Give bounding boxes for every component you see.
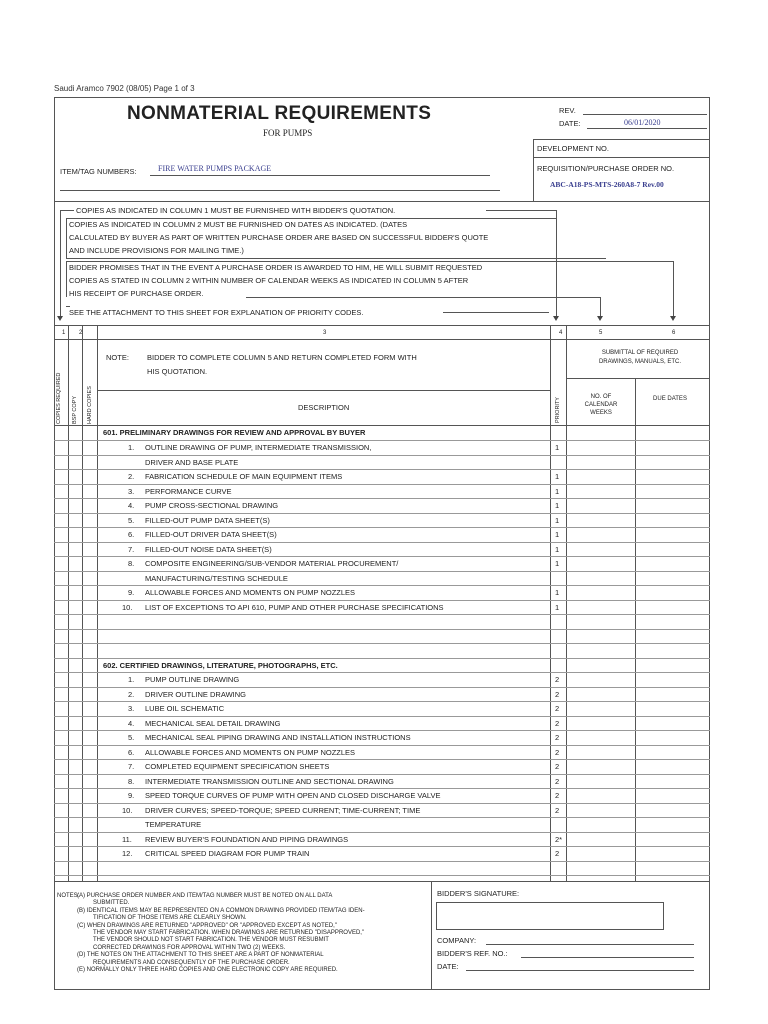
instruction-1: COPIES AS INDICATED IN COLUMN 1 MUST BE FURNISHED WITH BIDDER'S QUOTATION.: [76, 206, 396, 215]
s601-item-number: 1.: [128, 443, 135, 452]
s602-item-number: 11.: [122, 834, 132, 844]
s602-item-text: LUBE OIL SCHEMATIC: [145, 704, 225, 713]
priority-header: PRIORITY: [555, 397, 561, 423]
col-4-number: 4: [559, 330, 563, 336]
note-text-2: HIS QUOTATION.: [147, 367, 208, 376]
s601-item-priority: 1: [555, 472, 560, 481]
col-num-top: [54, 325, 710, 326]
bracket-4r: [443, 312, 549, 313]
notes-label: NOTES:: [57, 893, 80, 899]
s602-item-text: INTERMEDIATE TRANSMISSION OUTLINE AND SECTIONAL DRAWING: [145, 776, 394, 786]
copies-required-label: COPIES REQUIRED: [56, 372, 62, 424]
row-rule: [54, 846, 710, 847]
description-header: DESCRIPTION: [298, 403, 350, 412]
s602-item-priority: 2: [555, 805, 560, 815]
col-2-number: 2: [79, 330, 83, 336]
arrow-5-shaft: [600, 297, 601, 316]
s602-item-priority: 2: [555, 747, 560, 757]
row-rule: [54, 861, 710, 862]
instruction-3a: BIDDER PROMISES THAT IN THE EVENT A PURCHASE ORDER IS AWARDED TO HIM, HE WILL SUBMIT REQUESTED: [69, 263, 483, 272]
dev-line: [533, 157, 710, 158]
row-rule: [54, 542, 710, 543]
row-rule: [54, 571, 710, 572]
desc-top-line: [97, 390, 550, 391]
date-label: DATE:: [559, 119, 581, 128]
row-rule: [54, 745, 710, 746]
company-label: COMPANY:: [437, 936, 477, 945]
s602-item-text: SPEED TORQUE CURVES OF PUMP WITH OPEN AND CLOSED DISCHARGE VALVE: [145, 791, 441, 800]
col-6-number: 6: [672, 330, 676, 336]
row-rule: [54, 701, 710, 702]
s601-item-text: FILLED-OUT PUMP DATA SHEET(S): [145, 515, 270, 525]
row-rule: [54, 600, 710, 601]
row-rule: [54, 629, 710, 630]
s602-item-number: 7.: [128, 762, 135, 771]
date-value[interactable]: 06/01/2020: [624, 118, 661, 127]
s601-item-text: MANUFACTURING/TESTING SCHEDULE: [145, 573, 288, 583]
instruction-2c: AND INCLUDE PROVISIONS FOR MAILING TIME.): [69, 246, 244, 255]
s602-item-text: DRIVER OUTLINE DRAWING: [145, 689, 246, 699]
row-rule: [54, 716, 710, 717]
bracket-4: [66, 306, 70, 307]
s601-item-priority: 1: [555, 588, 560, 597]
s601-item-priority: 1: [555, 515, 560, 525]
s601-item-number: 10.: [122, 602, 133, 612]
notes-block: [77, 893, 432, 974]
s601-item-number: 7.: [128, 544, 135, 554]
bidder-signature-label: BIDDER'S SIGNATURE:: [437, 889, 520, 898]
section-602-title: 602. CERTIFIED DRAWINGS, LITERATURE, PHOTOGRAPHS, ETC.: [103, 661, 338, 670]
bracket-3b: [246, 297, 600, 298]
requisition-value[interactable]: ABC-A18-PS-MTS-260A8-7 Rev.00: [550, 180, 664, 189]
note-label: NOTE:: [106, 353, 129, 362]
s601-item-number: 8.: [128, 559, 135, 568]
note-b-1: (B) IDENTICAL ITEMS MAY BE REPRESENTED ON A COMMON DRAWING PROVIDED ITEM/TAG IDEN-: [77, 907, 365, 914]
s602-item-priority: 2: [555, 849, 560, 858]
notes-top-line: [54, 881, 710, 882]
s602-item-text: MECHANICAL SEAL PIPING DRAWING AND INSTALLATION INSTRUCTIONS: [145, 733, 411, 742]
rev-label: REV.: [559, 106, 576, 115]
row-rule: [54, 832, 710, 833]
s602-item-priority: 2*: [555, 834, 563, 844]
s601-item-priority: 1: [555, 501, 560, 510]
col-line-5: [566, 325, 567, 881]
section-601-title: 601. PRELIMINARY DRAWINGS FOR REVIEW AND APPROVAL BY BUYER: [103, 428, 366, 437]
instruction-2b: CALCULATED BY BUYER AS PART OF WRITTEN PURCHASE ORDER ARE BASED ON SUCCESSFUL BIDDER'S QUOTE: [69, 233, 489, 242]
arrow-6-shaft: [673, 261, 674, 316]
s602-item-priority: 2: [555, 733, 560, 742]
note-c-2: THE VENDOR MAY START FABRICATION. WHEN DRAWINGS ARE RETURNED "DISAPPROVED,": [93, 930, 365, 937]
row-rule: [54, 687, 710, 688]
s602-item-text: PUMP OUTLINE DRAWING: [145, 675, 240, 684]
s602-item-number: 6.: [128, 747, 135, 757]
note-text-1: BIDDER TO COMPLETE COLUMN 5 AND RETURN COMPLETED FORM WITH: [147, 353, 417, 362]
date-field-label: DATE:: [437, 962, 459, 971]
s601-item-priority: 1: [555, 443, 560, 452]
note-b-2: TIFICATION OF THOSE ITEMS ARE CLEARLY SHOWN.: [93, 915, 247, 922]
col-line-1: [68, 325, 69, 881]
hard-copies-label: HARD COPIES: [87, 386, 93, 424]
s601-item-number: 4.: [128, 501, 135, 510]
bracket-1: [60, 210, 74, 211]
date-field[interactable]: [466, 970, 694, 971]
requisition-label: REQUISITION/PURCHASE ORDER NO.: [537, 164, 675, 173]
arrow-down-icon: [57, 316, 63, 321]
col-line-3: [97, 325, 98, 881]
signature-box[interactable]: [436, 902, 664, 930]
col-1-number: 1: [62, 330, 66, 336]
instruction-4: SEE THE ATTACHMENT TO THIS SHEET FOR EXPLANATION OF PRIORITY CODES.: [69, 308, 364, 317]
bidder-ref-label: BIDDER'S REF. NO.:: [437, 949, 508, 958]
s602-item-number: 2.: [128, 689, 135, 699]
s602-item-number: 8.: [128, 776, 135, 786]
arrow-down-icon: [670, 316, 676, 321]
s601-item-text: PERFORMANCE CURVE: [145, 486, 232, 496]
row-rule: [54, 658, 710, 659]
s602-item-priority: 2: [555, 689, 560, 699]
row-rule: [54, 803, 710, 804]
item-underline-2: [60, 190, 500, 191]
s602-item-priority: 2: [555, 776, 560, 786]
row-rule: [54, 759, 710, 760]
note-a-1: (A) PURCHASE ORDER NUMBER AND ITEM/TAG NUMBER MUST BE NOTED ON ALL DATA: [77, 893, 333, 899]
item-tag-value[interactable]: FIRE WATER PUMPS PACKAGE: [158, 164, 272, 173]
row-rule: [54, 875, 710, 876]
s601-item-number: 3.: [128, 486, 135, 496]
bracket-2v: [66, 218, 67, 258]
s602-item-text: REVIEW BUYER'S FOUNDATION AND PIPING DRAWINGS: [145, 834, 349, 844]
s602-item-number: 5.: [128, 733, 135, 742]
col-5-number: 5: [599, 330, 603, 336]
item-underline: [150, 175, 490, 176]
page-subtitle: FOR PUMPS: [263, 128, 313, 138]
bracket-1v: [60, 210, 61, 318]
row-rule: [54, 788, 710, 789]
s601-item-number: 2.: [128, 472, 135, 481]
form-id: Saudi Aramco 7902 (08/05) Page 1 of 3: [54, 84, 195, 93]
row-rule: [54, 643, 710, 644]
submittal-divider: [566, 378, 710, 379]
s602-item-text: MECHANICAL SEAL DETAIL DRAWING: [145, 718, 281, 728]
instruction-3b: COPIES AS STATED IN COLUMN 2 WITHIN NUMBER OF CALENDAR WEEKS AS INDICATED IN COLUMN 5 AFTER: [69, 276, 469, 285]
s602-item-number: 10.: [122, 805, 133, 815]
bracket-2b: [66, 258, 606, 259]
company-field[interactable]: [486, 944, 694, 945]
col-line-4: [550, 325, 551, 881]
bracket-2: [66, 218, 557, 219]
s601-item-text: FILLED-OUT NOISE DATA SHEET(S): [145, 544, 272, 554]
header-bottom-line: [54, 425, 710, 426]
row-rule: [54, 440, 710, 441]
row-rule: [54, 484, 710, 485]
submittal-header: SUBMITTAL OF REQUIRED DRAWINGS, MANUALS, ETC.: [598, 350, 682, 365]
s601-item-text: OUTLINE DRAWING OF PUMP, INTERMEDIATE TRANSMISSION,: [145, 443, 372, 452]
note-c-1: (C) WHEN DRAWINGS ARE RETURNED "APPROVED" OR "APPROVED EXCEPT AS NOTED,": [77, 922, 337, 929]
header-divider: [54, 201, 710, 202]
note-c-3: THE VENDOR SHOULD NOT START FABRICATION. THE VENDOR MUST RESUBMIT: [93, 937, 329, 944]
row-rule: [54, 527, 710, 528]
arrow-down-icon: [597, 316, 603, 321]
s601-item-text: FABRICATION SCHEDULE OF MAIN EQUIPMENT ITEMS: [145, 472, 343, 481]
item-tag-label: ITEM/TAG NUMBERS:: [60, 167, 137, 176]
bracket-1r: [486, 210, 556, 211]
s602-item-priority: 2: [555, 791, 560, 800]
note-a-2: SUBMITTED.: [93, 900, 130, 907]
s602-item-number: 12.: [122, 849, 133, 858]
s602-item-number: 4.: [128, 718, 135, 728]
row-rule: [54, 469, 710, 470]
page-title: NONMATERIAL REQUIREMENTS: [127, 103, 432, 124]
arrow-down-icon: [553, 316, 559, 321]
s602-item-priority: 2: [555, 718, 560, 728]
row-rule: [54, 730, 710, 731]
note-c-4: CORRECTED DRAWINGS FOR APPROVAL WITHIN TWO (2) WEEKS.: [93, 944, 286, 951]
row-rule: [54, 455, 710, 456]
s601-item-text: COMPOSITE ENGINEERING/SUB-VENDOR MATERIAL PROCUREMENT/: [145, 559, 399, 568]
note-d-1: (D) THE NOTES ON THE ATTACHMENT TO THIS SHEET ARE A PART OF NONMATERIAL: [77, 952, 324, 959]
col-3-number: 3: [323, 330, 327, 336]
s602-item-text: TEMPERATURE: [145, 820, 202, 829]
s601-item-text: DRIVER AND BASE PLATE: [145, 457, 239, 467]
bsp-copy-label: BSP COPY: [72, 395, 78, 424]
s602-item-number: 3.: [128, 704, 135, 713]
s601-item-priority: 1: [555, 486, 560, 496]
dev-box-left: [533, 139, 534, 201]
row-rule: [54, 672, 710, 673]
instruction-3c: HIS RECEIPT OF PURCHASE ORDER.: [69, 289, 204, 298]
s601-item-text: LIST OF EXCEPTIONS TO API 610, PUMP AND OTHER PURCHASE SPECIFICATIONS: [145, 602, 444, 612]
arrow-4-shaft: [556, 210, 557, 316]
date-underline: [587, 128, 707, 129]
dev-top-line: [533, 139, 710, 140]
s601-item-priority: 1: [555, 559, 560, 568]
col-num-bottom: [54, 339, 710, 340]
bracket-3: [66, 261, 673, 262]
bracket-3v: [66, 261, 67, 297]
s601-item-number: 6.: [128, 530, 135, 539]
s602-item-number: 9.: [128, 791, 135, 800]
rev-underline: [583, 114, 707, 115]
s601-item-priority: 1: [555, 530, 560, 539]
instruction-2a: COPIES AS INDICATED IN COLUMN 2 MUST BE FURNISHED ON DATES AS INDICATED. (DATES: [69, 220, 408, 229]
row-rule: [54, 817, 710, 818]
s601-item-text: ALLOWABLE FORCES AND MOMENTS ON PUMP NOZZLES: [145, 588, 356, 597]
note-d-2: REQUIREMENTS AND CONSEQUENTLY OF THE PURCHASE ORDER.: [93, 959, 290, 966]
s602-item-number: 1.: [128, 675, 135, 684]
s601-item-number: 9.: [128, 588, 135, 597]
s602-item-text: CRITICAL SPEED DIAGRAM FOR PUMP TRAIN: [145, 849, 310, 858]
development-no-label: DEVELOPMENT NO.: [537, 144, 609, 153]
s602-item-text: ALLOWABLE FORCES AND MOMENTS ON PUMP NOZZLES: [145, 747, 356, 757]
s602-item-text: COMPLETED EQUIPMENT SPECIFICATION SHEETS: [145, 762, 330, 771]
row-rule: [54, 513, 710, 514]
s601-item-text: PUMP CROSS-SECTIONAL DRAWING: [145, 501, 279, 510]
s602-item-priority: 2: [555, 675, 560, 684]
row-rule: [54, 774, 710, 775]
s602-item-priority: 2: [555, 704, 560, 713]
s601-item-priority: 1: [555, 544, 560, 554]
note-e-1: (E) NORMALLY ONLY THREE HARD COPIES AND ONE ELECTRONIC COPY ARE REQUIRED.: [77, 967, 338, 974]
bidder-ref-field[interactable]: [521, 957, 694, 958]
col-line-2: [82, 325, 83, 881]
s602-item-priority: 2: [555, 762, 560, 771]
row-rule: [54, 498, 710, 499]
s602-item-text: DRIVER CURVES; SPEED-TORQUE; SPEED CURRENT; TIME-CURRENT; TIME: [145, 805, 421, 815]
due-dates-header: DUE DATES: [653, 396, 687, 402]
calendar-weeks-header: NO. OF CALENDAR WEEKS: [584, 394, 618, 416]
s601-item-text: FILLED-OUT DRIVER DATA SHEET(S): [145, 530, 277, 539]
row-rule: [54, 556, 710, 557]
s601-item-priority: 1: [555, 602, 560, 612]
row-rule: [54, 585, 710, 586]
row-rule: [54, 614, 710, 615]
s601-item-number: 5.: [128, 515, 135, 525]
